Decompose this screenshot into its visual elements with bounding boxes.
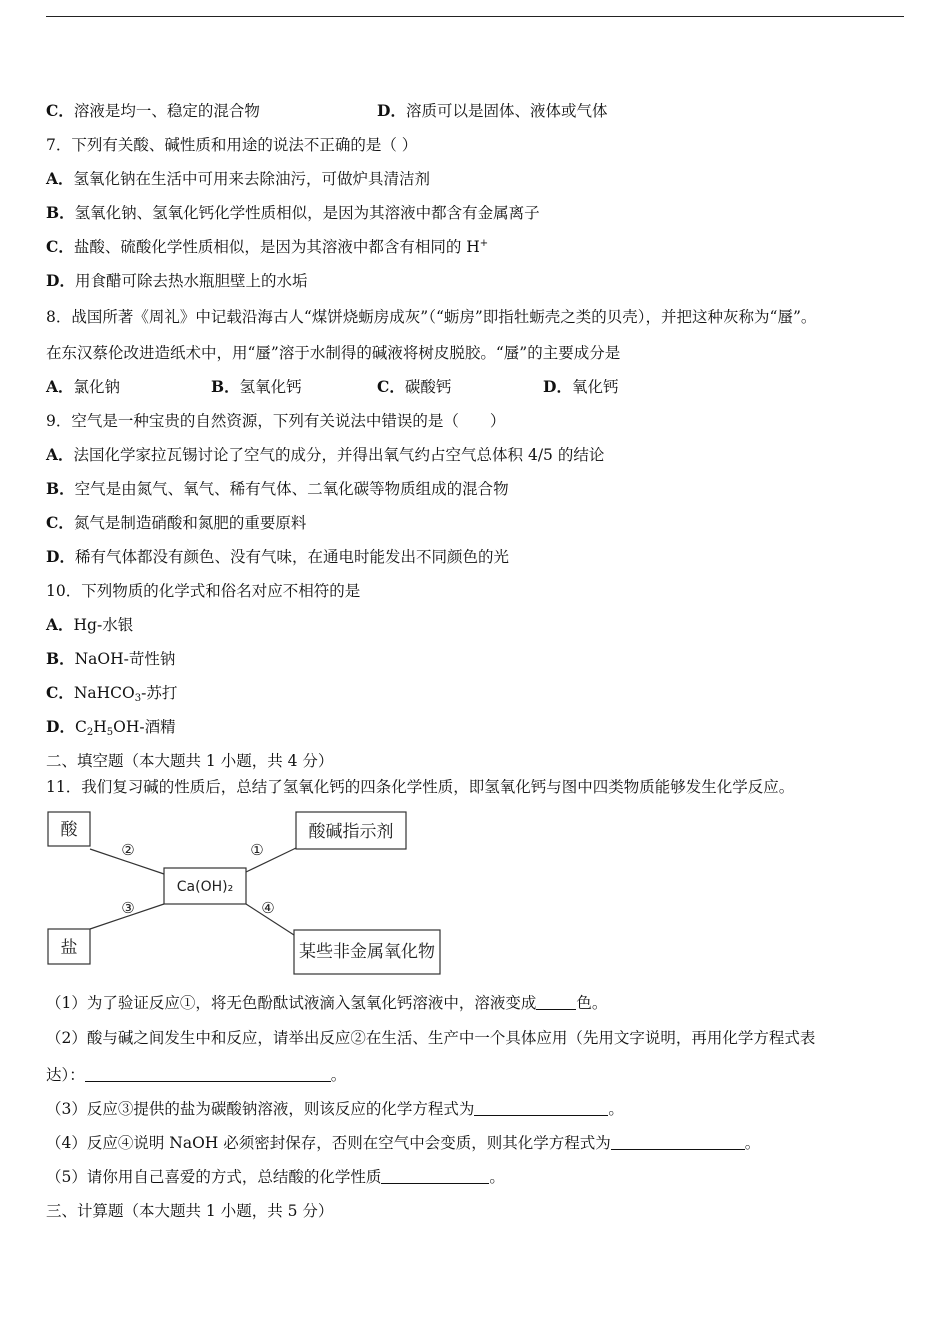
q7-option-b: B．氢氧化钠、氢氧化钙化学性质相似，是因为其溶液中都含有金属离子 (46, 203, 540, 222)
q10-option-c: C．NaHCO$_3$-苏打 (46, 683, 178, 704)
q7-option-d: D．用食醋可除去热水瓶胆壁上的水垢 (46, 271, 308, 290)
answer-blank-2[interactable] (85, 1066, 331, 1082)
answer-blank-4[interactable] (611, 1134, 745, 1150)
acid-label: 酸 (60, 820, 78, 840)
q9-stem: 9．空气是一种宝贵的自然资源，下列有关说法中错误的是（ ） (46, 412, 506, 430)
salt-label: 盐 (60, 938, 78, 958)
q11-part1: （1）为了验证反应①，将无色酚酞试液滴入氢氧化钙溶液中，溶液变成 色。 (46, 994, 608, 1012)
q10-option-a: A．Hg-水银 (46, 615, 134, 634)
q8-option-a: A．氯化钠 (46, 377, 121, 396)
q8-stem-line2: 在东汉蔡伦改进造纸术中，用“蜃”溶于水制得的碱液将树皮脱胶。“蜃”的主要成分是 (46, 344, 621, 362)
q11-part2-line1: （2）酸与碱之间发生中和反应，请举出反应②在生活、生产中一个具体应用（先用文字说明，再用化学方程式表 (46, 1029, 816, 1047)
q8-option-b: B．氢氧化钙 (211, 377, 302, 396)
q10-option-d: D．$C_2H_5OH-$酒精 (46, 717, 176, 738)
q9-option-b: B．空气是由氮气、氧气、稀有气体、二氧化碳等物质组成的混合物 (46, 479, 509, 498)
indicator-label: 酸碱指示剂 (308, 822, 394, 842)
q9-option-a: A．法国化学家拉瓦锡讨论了空气的成分，并得出氧气约占空气总体积 4/5 的结论 (46, 445, 605, 464)
q8-stem-line1: 8．战国所著《周礼》中记载沿海古人“煤饼烧蛎房成灰”（“蛎房”即指牡蛎壳之类的贝壳），并把这种灰称为“蜃”。 (46, 308, 817, 326)
header-rule (46, 16, 904, 17)
section-fill-in-heading: 二、填空题（本大题共 1 小题，共 4 分） (46, 752, 334, 770)
q11-part5: （5）请你用自己喜爱的方式，总结酸的化学性质 。 (46, 1168, 505, 1186)
q9-option-d: D．稀有气体都没有颜色、没有气味，在通电时能发出不同颜色的光 (46, 547, 509, 566)
q11-stem: 11．我们复习碱的性质后，总结了氢氧化钙的四条化学性质，即氢氧化钙与图中四类物质能够发生化学反应。 (46, 778, 795, 796)
answer-blank-1[interactable] (536, 994, 576, 1010)
reaction-4-number: ④ (261, 899, 275, 917)
q7-option-c: C．盐酸、硫酸化学性质相似，是因为其溶液中都含有相同的 H+ (46, 237, 489, 256)
calcium-hydroxide-reaction-diagram (0, 800, 950, 985)
q8-option-d: D．氧化钙 (543, 377, 619, 396)
nonmetal-oxide-label: 某些非金属氧化物 (299, 942, 435, 962)
q7-option-a: A．氢氧化钠在生活中可用来去除油污，可做炉具清洁剂 (46, 169, 431, 188)
q9-option-c: C．氮气是制造硝酸和氮肥的重要原料 (46, 513, 307, 532)
q10-option-b: B．NaOH-苛性钠 (46, 649, 176, 668)
section-calculation-heading: 三、计算题（本大题共 1 小题，共 5 分） (46, 1202, 334, 1220)
q11-part3: （3）反应③提供的盐为碳酸钠溶液，则该反应的化学方程式为 。 (46, 1100, 624, 1118)
answer-blank-5[interactable] (381, 1168, 489, 1184)
reaction-3-number: ③ (121, 899, 135, 917)
answer-blank-3[interactable] (474, 1100, 608, 1116)
q10-stem: 10．下列物质的化学式和俗名对应不相符的是 (46, 582, 361, 600)
q11-part4: （4）反应④说明 NaOH 必须密封保存，否则在空气中会变质，则其化学方程式为 。 (46, 1134, 761, 1152)
calcium-hydroxide-label: Ca(OH)₂ (176, 879, 234, 895)
q6-option-d: D．溶质可以是固体、液体或气体 (377, 101, 608, 120)
reaction-2-number: ② (121, 841, 135, 859)
q7-stem: 7．下列有关酸、碱性质和用途的说法不正确的是（ ） (46, 136, 418, 154)
reaction-1-number: ① (250, 841, 264, 859)
q6-option-c: C．溶液是均一、稳定的混合物 (46, 101, 260, 120)
q8-option-c: C．碳酸钙 (377, 377, 452, 396)
q11-part2-line2: 达）： 。 (46, 1066, 347, 1084)
